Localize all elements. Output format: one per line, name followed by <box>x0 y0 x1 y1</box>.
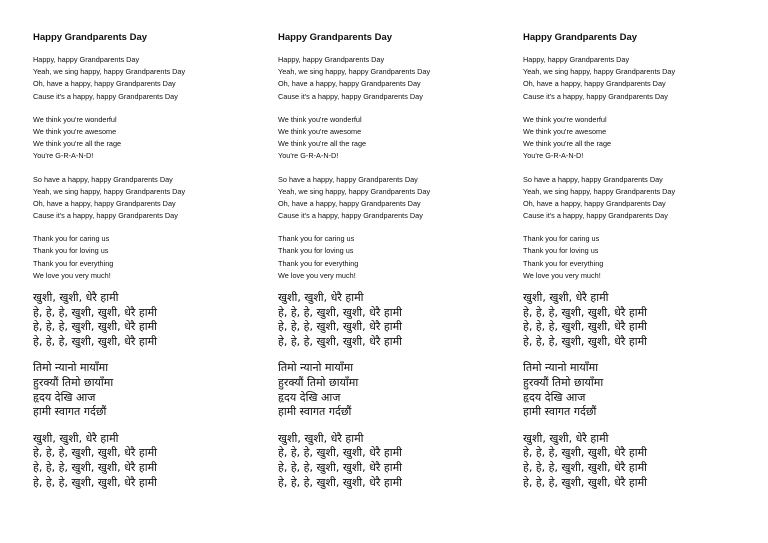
lyric-line: So have a happy, happy Grandparents Day <box>278 174 418 184</box>
lyric-line: Happy, happy Grandparents Day <box>33 55 140 64</box>
nepali-lyric-line: खुशी, खुशी, धेरै हामी <box>278 291 364 304</box>
nepali-lyric-line: खुशी, खुशी, धेरै हामी <box>523 291 609 304</box>
nepali-lyric-line: हृदय देखि आज <box>278 390 341 404</box>
lyric-line: We think you're all the rage <box>33 139 122 149</box>
nepali-lyric-line: हृदय देखि आज <box>523 390 586 404</box>
nepali-lyric-line: हे, हे, हे, खुशी, खुशी, धेरै हामी <box>278 320 403 334</box>
nepali-lyric-line: हे, हे, हे, खुशी, खुशी, धेरै हामी <box>523 446 648 460</box>
nepali-lyric-line: तिमो न्यानो मायाँमा <box>33 361 109 375</box>
lyrics-column-2 <box>278 30 508 490</box>
lyric-line: So have a happy, happy Grandparents Day <box>523 174 663 184</box>
lyric-line: Yeah, we sing happy, happy Grandparents Day <box>278 186 431 196</box>
lyric-line: Thank you for caring us <box>523 234 600 244</box>
nepali-stanza <box>278 432 508 490</box>
nepali-lyric-line: हे, हे, हे, खुशी, खुशी, धेरै हामी <box>278 460 403 474</box>
lyric-line: We think you're all the rage <box>523 139 612 149</box>
lyrics-column-1 <box>33 30 263 490</box>
nepali-lyric-line: हे, हे, हे, खुशी, खुशी, धेरै हामी <box>523 475 648 489</box>
nepali-lyric-line: हृदय देखि आज <box>33 390 96 404</box>
lyric-line: Thank you for loving us <box>33 246 109 256</box>
nepali-lyric-line: हे, हे, हे, खुशी, खुशी, धेरै हामी <box>33 475 158 489</box>
english-stanza <box>523 54 753 103</box>
lyric-line: Cause it's a happy, happy Grandparents Day <box>33 91 178 101</box>
lyric-line: You're G-R-A-N-D! <box>523 151 584 161</box>
english-stanza <box>33 54 263 103</box>
nepali-lyric-line: हे, हे, हे, खुशी, खुशी, धेरै हामी <box>33 305 158 319</box>
song-title: Happy Grandparents Day <box>278 32 393 43</box>
nepali-lyric-line: खुशी, खुशी, धेरै हामी <box>523 431 609 445</box>
nepali-lyric-line: हामी स्वागत गर्दछौं <box>33 405 107 419</box>
lyric-line: We think you're all the rage <box>278 139 367 149</box>
lyric-line: Yeah, we sing happy, happy Grandparents Day <box>523 186 676 196</box>
lyric-line: Thank you for loving us <box>523 246 599 256</box>
lyric-line: Cause it's a happy, happy Grandparents Day <box>523 211 668 221</box>
english-stanza <box>523 114 753 163</box>
lyric-line: You're G-R-A-N-D! <box>33 151 94 161</box>
lyric-line: Yeah, we sing happy, happy Grandparents Day <box>523 67 676 77</box>
nepali-lyric-line: हे, हे, हे, खुशी, खुशी, धेरै हामी <box>278 334 403 348</box>
lyric-line: We think you're awesome <box>33 126 117 136</box>
nepali-lyric-line: हे, हे, हे, खुशी, खुशी, धेरै हामी <box>278 446 403 460</box>
lyric-line: We love you very much! <box>523 270 601 280</box>
lyric-line: Oh, have a happy, happy Grandparents Day <box>278 198 421 208</box>
lyric-line: Thank you for everything <box>278 258 359 268</box>
lyric-line: Thank you for loving us <box>278 246 354 256</box>
lyric-line: We think you're awesome <box>523 126 607 136</box>
english-stanza <box>523 233 753 282</box>
lyric-line: So have a happy, happy Grandparents Day <box>33 174 173 184</box>
english-stanza <box>278 174 508 223</box>
nepali-stanza <box>523 432 753 490</box>
nepali-stanza <box>33 291 263 349</box>
nepali-stanza <box>523 291 753 349</box>
lyric-line: Thank you for caring us <box>33 234 110 244</box>
nepali-lyric-line: हे, हे, हे, खुशी, खुशी, धेरै हामी <box>523 334 648 348</box>
song-title: Happy Grandparents Day <box>33 32 148 43</box>
lyric-line: We think you're wonderful <box>523 114 607 124</box>
lyric-line: We think you're wonderful <box>278 114 362 124</box>
nepali-stanza <box>523 361 753 419</box>
nepali-lyric-line: हे, हे, हे, खुशी, खुशी, धेरै हामी <box>33 334 158 348</box>
nepali-lyric-line: हे, हे, हे, खुशी, खुशी, धेरै हामी <box>523 460 648 474</box>
lyric-line: Yeah, we sing happy, happy Grandparents Day <box>278 67 431 77</box>
lyric-line: Oh, have a happy, happy Grandparents Day <box>33 198 176 208</box>
lyric-line: Oh, have a happy, happy Grandparents Day <box>523 198 666 208</box>
nepali-lyric-line: हे, हे, हे, खुशी, खुशी, धेरै हामी <box>33 460 158 474</box>
english-stanza <box>33 233 263 282</box>
nepali-lyric-line: हे, हे, हे, खुशी, खुशी, धेरै हामी <box>278 305 403 319</box>
lyric-line: Cause it's a happy, happy Grandparents Day <box>523 91 668 101</box>
nepali-lyric-line: हे, हे, हे, खुशी, खुशी, धेरै हामी <box>523 305 648 319</box>
nepali-lyric-line: खुशी, खुशी, धेरै हामी <box>278 431 364 445</box>
nepali-lyric-line: खुशी, खुशी, धेरै हामी <box>33 291 119 304</box>
nepali-lyric-line: हुरक्यौं तिमो छायाँमा <box>278 375 359 389</box>
lyric-line: Thank you for everything <box>523 258 604 268</box>
nepali-lyric-line: तिमो न्यानो मायाँमा <box>523 361 599 375</box>
lyrics-column-3 <box>523 30 753 490</box>
english-stanza <box>278 114 508 163</box>
english-stanza <box>278 54 508 103</box>
nepali-lyric-line: खुशी, खुशी, धेरै हामी <box>33 431 119 445</box>
nepali-lyric-line: हे, हे, हे, खुशी, खुशी, धेरै हामी <box>33 320 158 334</box>
lyric-line: Thank you for everything <box>33 258 114 268</box>
lyric-line: Oh, have a happy, happy Grandparents Day <box>33 79 176 89</box>
nepali-stanza <box>278 361 508 419</box>
lyric-line: Happy, happy Grandparents Day <box>523 55 630 64</box>
lyric-line: Yeah, we sing happy, happy Grandparents Day <box>33 186 186 196</box>
lyric-line: Yeah, we sing happy, happy Grandparents Day <box>33 67 186 77</box>
nepali-stanza <box>33 361 263 419</box>
lyric-line: We think you're awesome <box>278 126 362 136</box>
nepali-lyric-line: हे, हे, हे, खुशी, खुशी, धेरै हामी <box>278 475 403 489</box>
english-stanza <box>33 114 263 163</box>
lyric-line: We love you very much! <box>278 270 356 280</box>
lyric-line: Cause it's a happy, happy Grandparents Day <box>33 211 178 221</box>
lyric-line: Happy, happy Grandparents Day <box>278 55 385 64</box>
lyric-line: Thank you for caring us <box>278 234 355 244</box>
lyric-line: Oh, have a happy, happy Grandparents Day <box>278 79 421 89</box>
lyric-line: We think you're wonderful <box>33 114 117 124</box>
english-stanza <box>278 233 508 282</box>
english-stanza <box>33 174 263 223</box>
nepali-stanza <box>33 432 263 490</box>
nepali-lyric-line: हुरक्यौं तिमो छायाँमा <box>33 375 114 389</box>
lyric-line: Cause it's a happy, happy Grandparents Day <box>278 91 423 101</box>
lyric-line: We love you very much! <box>33 270 111 280</box>
nepali-lyric-line: हे, हे, हे, खुशी, खुशी, धेरै हामी <box>33 446 158 460</box>
nepali-lyric-line: हामी स्वागत गर्दछौं <box>523 405 597 419</box>
nepali-lyric-line: तिमो न्यानो मायाँमा <box>278 361 354 375</box>
nepali-lyric-line: हुरक्यौं तिमो छायाँमा <box>523 375 604 389</box>
nepali-stanza <box>278 291 508 349</box>
lyric-line: Oh, have a happy, happy Grandparents Day <box>523 79 666 89</box>
song-title: Happy Grandparents Day <box>523 32 638 43</box>
english-stanza <box>523 174 753 223</box>
nepali-lyric-line: हे, हे, हे, खुशी, खुशी, धेरै हामी <box>523 320 648 334</box>
nepali-lyric-line: हामी स्वागत गर्दछौं <box>278 405 352 419</box>
lyric-line: You're G-R-A-N-D! <box>278 151 339 161</box>
lyric-line: Cause it's a happy, happy Grandparents Day <box>278 211 423 221</box>
